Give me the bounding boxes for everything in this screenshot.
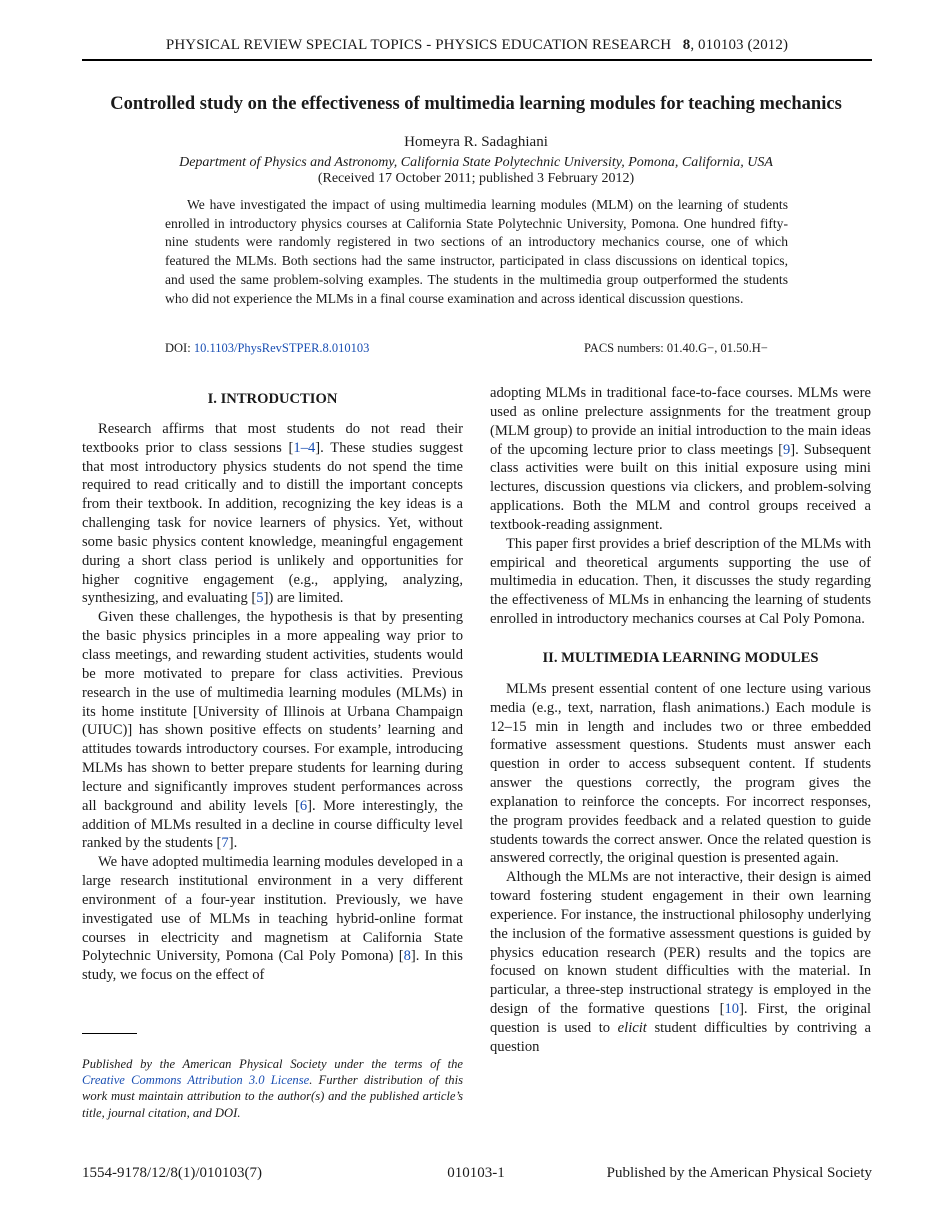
journal-volume: 8 xyxy=(682,37,691,53)
paragraph: Given these challenges, the hypothesis is that by presenting the basic physics principles in a more appealing way prior to class meetings, and rewarding student activities, students would be more motivated to prepare for class activities. Previous research in the use of multimedia learning modules (MLMs) in its home institute [University of Illinois at Urbana Champaign (UIUC)] has shown positive effects on students’ learning and attitudes towards introductory courses. For example, introducing MLMs has shown to better prepare students for learning during lecture and significantly improves student performances across all background and ability levels [6]. More interestingly, the addition of MLMs resulted in a decline in course difficulty level ranked by the students [7]. xyxy=(82,609,463,852)
license-link[interactable]: Creative Commons Attribution 3.0 License xyxy=(82,1073,310,1088)
abstract: We have investigated the impact of using multimedia learning modules (MLM) on the learning of students enrolled in introductory physics courses at California State Polytechnic University, Pomona. One hundred fifty-nine students were randomly registered in two sections of an introductory mechanics course, one of which featured the MLMs. Both sections had the same instructor, participated in class discussions on identical topics, and used the same problem-solving examples. The students in the multimedia group outperformed the students who did not experience the MLMs in a final course examination and across identical discussion questions. xyxy=(165,197,788,306)
received-date: (Received 17 October 2011; published 3 February 2012) xyxy=(317,171,635,186)
license-footnote: Published by the American Physical Society under the terms of the Creative Commons Attribution 3.0 License. Further distribution of this work must maintain attribution to the author(s) and the published article’s title, journal citation, and DOI. xyxy=(82,1057,463,1120)
doi-link[interactable]: 10.1103/PhysRevSTPER.8.010103 xyxy=(193,341,370,355)
affiliation: Department of Physics and Astronomy, California State Polytechnic University, Pomona, California, USA xyxy=(179,155,773,170)
header-rule xyxy=(82,59,872,61)
running-header xyxy=(82,37,872,54)
journal-name: PHYSICAL REVIEW SPECIAL TOPICS - PHYSICS EDUCATION RESEARCH xyxy=(165,37,672,53)
author: Homeyra R. Sadaghiani xyxy=(404,134,548,150)
paragraph: MLMs present essential content of one lecture using various media (e.g., text, narration, flash animations.) Each module is 12–15 min in length and includes two or three embedded formative assessment questions. Students must answer each question in order to access subsequent content. If students answer the questions correctly, the program gives the explanation to reinforce the concepts. For incorrect responses, the program provides feedback and a related question to guide students towards the correct answer. Once the related question is answered correctly, the original question is presented again. xyxy=(490,680,871,867)
citation-link[interactable]: 1–4 xyxy=(293,439,316,456)
right-column xyxy=(490,384,871,1057)
paper-title: Controlled study on the effectiveness of multimedia learning modules for teaching mechanics xyxy=(110,94,842,114)
citation-link[interactable]: 5 xyxy=(256,590,264,607)
doi-label: DOI: xyxy=(165,341,191,355)
pacs-numbers: PACS numbers: 01.40.G−, 01.50.H− xyxy=(584,341,768,355)
citation-link[interactable]: 10 xyxy=(724,1001,740,1018)
paragraph: adopting MLMs in traditional face-to-face courses. MLMs were used as online prelecture assignments for the treatment group (MLM group) to provide an initial introduction to the main ideas of the upcoming lecture prior to class meetings [9]. Subsequent class activities were built on this initial exposure using mini lectures, discussion questions via clickers, and problem-solving applications. Both the MLM and control groups received a textbook-reading assignment. xyxy=(490,385,871,533)
paragraph: We have adopted multimedia learning modules developed in a large research institutional environment in a very different environment of a four-year institution. Previously, we have investigated use of MLMs in teaching hybrid-online format courses in electricity and magnetism at California State Polytechnic University, Pomona (Cal Poly Pomona) [8]. In this study, we focus on the effect of xyxy=(82,854,463,984)
left-column xyxy=(82,390,463,985)
citation-link[interactable]: 7 xyxy=(221,835,229,852)
footer-page-number: 010103-1 xyxy=(447,1165,505,1181)
doi-line xyxy=(165,341,369,356)
footer-publisher: Published by the American Physical Society xyxy=(606,1165,872,1181)
journal-pages: , 010103 (2012) xyxy=(690,37,789,53)
citation-link[interactable]: 8 xyxy=(403,948,411,965)
section-heading-multimedia: II. MULTIMEDIA LEARNING MODULES xyxy=(542,649,819,666)
citation-link[interactable]: 6 xyxy=(299,797,308,814)
citation-link[interactable]: 9 xyxy=(782,441,791,458)
paragraph: This paper first provides a brief description of the MLMs with empirical and theoretical arguments supporting the use of multimedia in education. Then, it discusses the study regarding the effectiveness of MLMs in enhancing the learning of students enrolled in introductory mechanics courses at Cal Poly Pomona. xyxy=(490,535,871,628)
paragraph: Although the MLMs are not interactive, their design is aimed toward fostering student engagement in their own learning experience. For instance, the instructional philosophy underlying the inclusion of the formative assessment questions is guided by physics education research (PER) results and the topics are focused on known student difficulties with the material. In particular, a three-step instructional strategy is employed in the design of the formative questions [10]. First, the original question is used to elicit student difficulties by contriving a question xyxy=(490,869,871,1055)
paragraph: Research affirms that most students do not read their textbooks prior to class sessions [1–4]. These studies suggest that most introductory physics students do not spend the time required to read critically and to distill the important concepts from their textbook. In addition, recognizing the key ideas is a challenging task for novice learners of physics. Yet, without some basic physics content knowledge, meaningful engagement during a short class period is unlikely and opportunities for higher cognitive engagement (e.g., applying, analyzing, synthesizing, and evaluating [5]) are limited. xyxy=(82,420,463,607)
footer-issn: 1554-9178/12/8(1)/010103(7) xyxy=(82,1165,262,1181)
section-heading-introduction: I. INTRODUCTION xyxy=(207,391,338,407)
footnote-rule xyxy=(82,1033,137,1034)
